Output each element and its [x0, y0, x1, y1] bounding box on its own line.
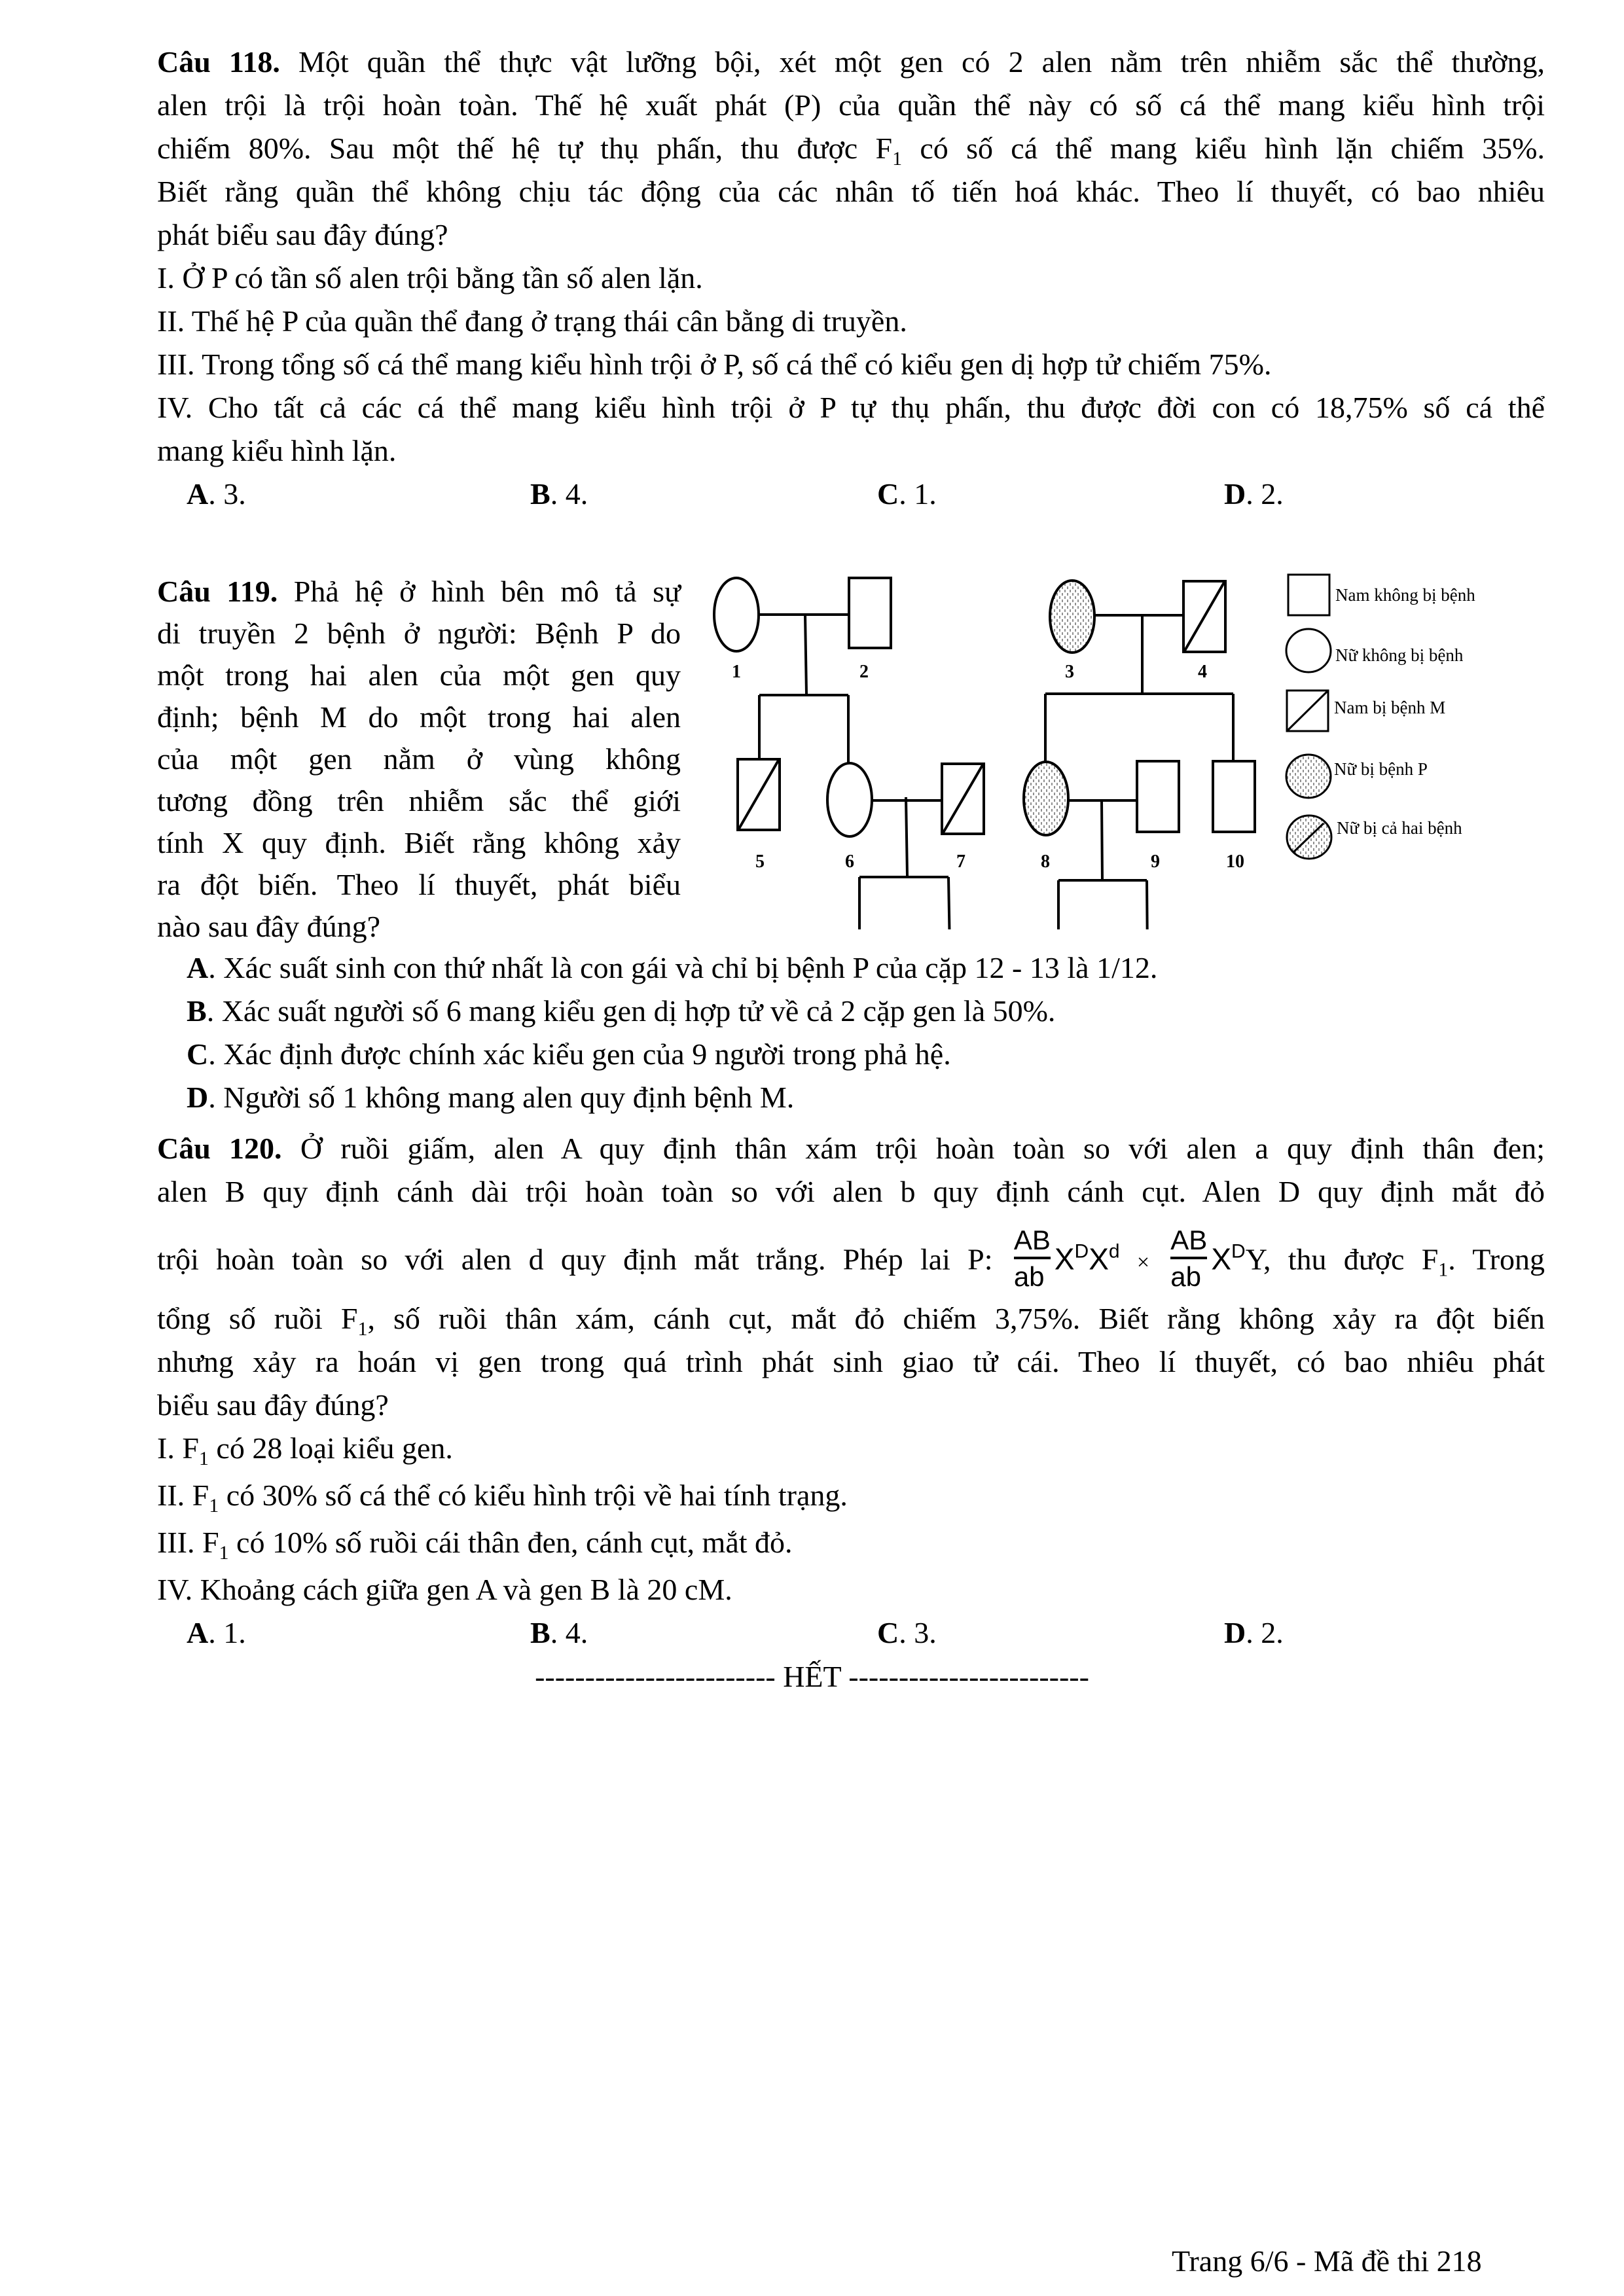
- q120-statement-2: II. $F_1$ có 30% số cá thể có kiểu hình trội về hai tính trạng.: [157, 1479, 848, 1516]
- q118-statement-4: IV. Cho tất cả các cá thể mang kiểu hình trội ở P tự thụ phấn, thu được đời con có 18,75% số cá thể: [157, 391, 1545, 424]
- q118-statement-1: I. Ở P có tần số alen trội bằng tần số alen lặn.: [157, 261, 703, 295]
- individual-10: [1213, 761, 1255, 832]
- q119-option-d[interactable]: D. Người số 1 không mang alen quy định bệnh M.: [187, 1081, 795, 1114]
- legend-square-icon: [1288, 575, 1329, 615]
- label-2: 2: [859, 662, 869, 682]
- legend-dotted-circle-icon: [1286, 755, 1331, 798]
- q120-option-c[interactable]: C. 3.: [877, 1616, 937, 1649]
- q119-line-8: ra đột biến. Theo lí thuyết, phát biểu: [157, 868, 681, 901]
- individual-8: [1024, 762, 1068, 835]
- q120-option-a[interactable]: A. 1.: [187, 1616, 246, 1649]
- q118-line-4: Biết rằng quần thể không chịu tác động của các nhân tố tiến hoá khác. Theo lí thuyết, có bao nhiêu: [157, 175, 1545, 208]
- q119-line-7: tính X quy định. Biết rằng không xảy: [157, 826, 681, 859]
- genotype-fraction-male: $\frac{AB}{ab}$: [1170, 1225, 1208, 1292]
- q120-line-5: nhưng xảy ra hoán vị gen trong quá trình phát sinh giao tử cái. Theo lí thuyết, có bao nhiêu phát: [157, 1345, 1545, 1378]
- q119-line-4: định; bệnh M do một trong hai alen: [157, 700, 681, 734]
- legend-label-5: Nữ bị cả hai bệnh: [1337, 818, 1462, 838]
- genotype-fraction-female: $\frac{AB}{ab}$: [1013, 1225, 1051, 1292]
- individual-9: [1137, 761, 1179, 832]
- label-8: 8: [1041, 852, 1050, 872]
- end-marker: ------------------------ HẾT ------------------------: [535, 1660, 1089, 1693]
- q120-label: Câu 120.: [157, 1132, 282, 1165]
- q120-line-1: Câu 120. Ở ruồi giấm, alen A quy định thân xám trội hoàn toàn so với alen a quy định thân đen;: [157, 1132, 1545, 1165]
- q120-line-6: biểu sau đây đúng?: [157, 1388, 389, 1422]
- label-6: 6: [845, 852, 854, 872]
- label-1: 1: [732, 662, 741, 682]
- q120-line-2: alen B quy định cánh dài trội hoàn toàn so với alen b quy định cánh cụt. Alen D quy định mắt đỏ: [157, 1175, 1545, 1208]
- q119-option-c[interactable]: C. Xác định được chính xác kiểu gen của 9 người trong phả hệ.: [187, 1037, 951, 1071]
- q118-option-a[interactable]: A. 3.: [187, 477, 246, 511]
- q119-line-5: của một gen nằm ở vùng không: [157, 742, 681, 776]
- q120-line-4: tổng số ruồi $F_1$, số ruồi thân xám, cánh cụt, mắt đỏ chiếm 3,75%. Biết rằng không xảy ra đột biến: [157, 1302, 1545, 1340]
- q120-statement-1: I. $F_1$ có 28 loại kiểu gen.: [157, 1431, 453, 1469]
- q119-line-3: một trong hai alen của một gen quy: [157, 658, 681, 692]
- q120-line-3: trội hoàn toàn so với alen d quy định mắt trắng. Phép lai P: $\frac{AB}{ab}$ $X^DX^d$ × $\frac{AB}{ab}$ $X^DY$, thu được $F_1$. Trong: [157, 1225, 1545, 1292]
- q119-option-b[interactable]: B. Xác suất người số 6 mang kiểu gen dị hợp tử về cả 2 cặp gen là 50%.: [187, 994, 1056, 1028]
- q118-statement-2: II. Thế hệ P của quần thể đang ở trạng thái cân bằng di truyền.: [157, 304, 907, 338]
- individual-2: [849, 578, 891, 648]
- label-7: 7: [956, 852, 965, 872]
- q120-option-b[interactable]: B. 4.: [530, 1616, 588, 1649]
- q118-line-1: Câu 118. Một quần thể thực vật lưỡng bội, xét một gen có 2 alen nằm trên nhiễm sắc thể thường,: [157, 45, 1545, 79]
- q118-option-b[interactable]: B. 4.: [530, 477, 588, 511]
- q118-line-3: chiếm 80%. Sau một thế hệ tự thụ phấn, thu được $F_1$ có số cá thể mang kiểu hình lặn chiếm 35%.: [157, 132, 1545, 170]
- q118-statement-4-cont: mang kiểu hình lặn.: [157, 434, 397, 467]
- q120-statement-4: IV. Khoảng cách giữa gen A và gen B là 20 cM.: [157, 1573, 732, 1606]
- individual-1: [714, 578, 759, 651]
- label-3: 3: [1065, 662, 1074, 682]
- label-5: 5: [755, 852, 765, 872]
- q119-line-6: tương đồng trên nhiễm sắc thể giới: [157, 784, 681, 817]
- q119-option-a[interactable]: A. Xác suất sinh con thứ nhất là con gái và chỉ bị bệnh P của cặp 12 - 13 là 1/12.: [187, 951, 1158, 984]
- pedigree-legend: [1283, 569, 1558, 864]
- q118-line-5: phát biểu sau đây đúng?: [157, 218, 448, 251]
- legend-circle-icon: [1286, 629, 1331, 672]
- q118-option-d[interactable]: D. 2.: [1224, 477, 1284, 511]
- q119-label: Câu 119.: [157, 575, 278, 608]
- individual-6: [827, 763, 872, 836]
- label-10: 10: [1226, 852, 1244, 872]
- legend-label-1: Nam không bị bệnh: [1335, 585, 1475, 605]
- page-footer: Trang 6/6 - Mã đề thi 218: [1172, 2244, 1482, 2278]
- q118-option-c[interactable]: C. 1.: [877, 477, 937, 511]
- q118-label: Câu 118.: [157, 45, 280, 79]
- q118-line-2: alen trội là trội hoàn toàn. Thế hệ xuất phát (P) của quần thể này có số cá thể mang kiểu hình trội: [157, 88, 1545, 122]
- individual-3: [1050, 581, 1094, 653]
- legend-label-2: Nữ không bị bệnh: [1335, 645, 1464, 665]
- legend-label-3: Nam bị bệnh M: [1334, 698, 1446, 717]
- q120-statement-3: III. $F_1$ có 10% số ruồi cái thân đen, cánh cụt, mắt đỏ.: [157, 1526, 793, 1564]
- label-4: 4: [1198, 662, 1207, 682]
- q119-line-9: nào sau đây đúng?: [157, 910, 381, 943]
- q120-option-d[interactable]: D. 2.: [1224, 1616, 1284, 1649]
- q119-line-1: Câu 119. Phả hệ ở hình bên mô tả sự: [157, 575, 681, 608]
- q119-line-2: di truyền 2 bệnh ở người: Bệnh P do: [157, 617, 681, 650]
- q118-statement-3: III. Trong tổng số cá thể mang kiểu hình trội ở P, số cá thể có kiểu gen dị hợp tử chiếm 75%.: [157, 348, 1272, 381]
- legend-label-4: Nữ bị bệnh P: [1334, 759, 1428, 779]
- label-9: 9: [1151, 852, 1160, 872]
